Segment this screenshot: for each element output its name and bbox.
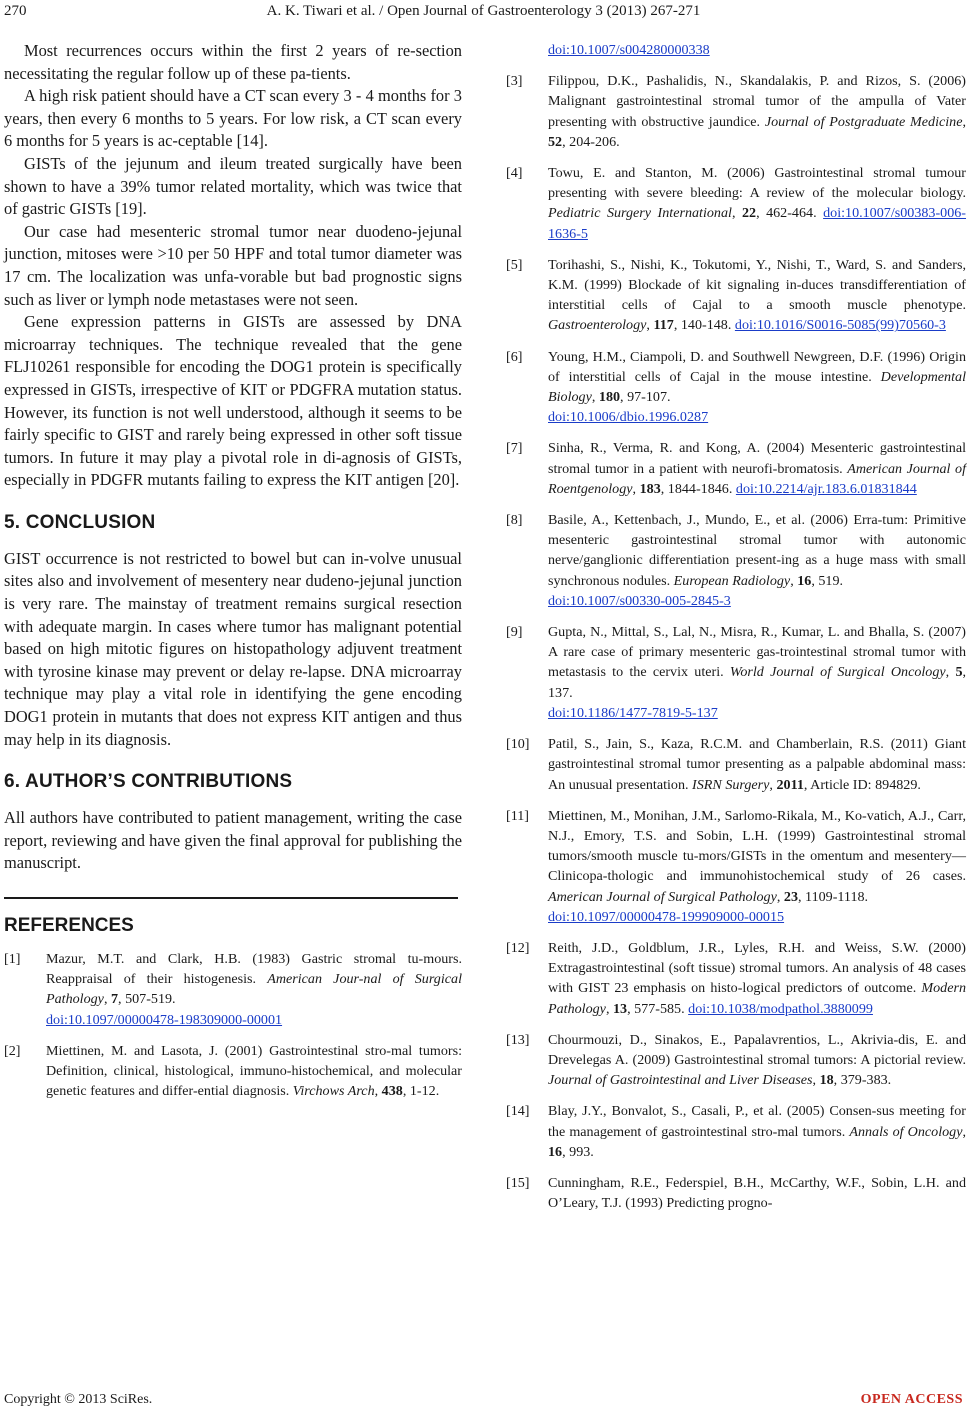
reference-number: [10] xyxy=(506,736,530,753)
reference-text: Torihashi, S., Nishi, K., Tokutomi, Y., Nishi, T., Ward, S. and Sanders, K.M. (1999) Blockade of kit signaling in-duces transdifferentiation of interstitial cells of Cajal to a smooth muscle phenotype. xyxy=(548,256,966,314)
reference-journal: Pediatric Surgery International xyxy=(548,205,732,222)
reference-journal: Gastroenterology xyxy=(548,317,647,334)
reference-pages: , 379-383. xyxy=(833,1072,892,1089)
reference-item: [7] Sinha, R., Verma, R. and Kong, A. (2004) Mesenteric gastrointestinal stromal tumor in a patient with neurofi-bromatosis. American Journal of Roentgenology, 183, 1844-1846. doi:10.2214/ajr.183.6.01831844 xyxy=(506,440,966,497)
reference-volume: 438 xyxy=(381,1083,403,1100)
reference-doi-link[interactable]: doi:10.1038/modpathol.3880099 xyxy=(688,1000,873,1017)
reference-continuation xyxy=(506,40,966,60)
reference-text: Miettinen, M. and Lasota, J. (2001) Gastrointestinal stro-mal tumors: Definition, clinical, histological, immuno-histochemical, and molecular genetic features and differ-ential diagnosis. xyxy=(46,1042,462,1100)
reference-pages: , 577-585. xyxy=(627,1000,689,1017)
reference-pages: , 1109-1118. xyxy=(798,888,869,905)
reference-pages: , 204-206. xyxy=(562,133,620,150)
page-number: 270 xyxy=(4,3,27,19)
reference-item: [13] Chourmouzi, D., Sinakos, E., Papalavrentios, L., Akrivia-dis, E. and Drevelegas A. (2009) Gastrointestinal stromal tumors: A pictorial review. Journal of Gastrointestinal and Liver Diseases, 18, 379-383. xyxy=(506,1031,966,1089)
reference-pages: , 462-464. xyxy=(756,205,824,222)
reference-journal: Modern Pathology xyxy=(548,980,966,1017)
copyright-notice: Copyright © 2013 SciRes. xyxy=(4,1392,153,1407)
reference-text: Reith, J.D., Goldblum, J.R., Lyles, R.H. and Weiss, S.W. (2000) Extragastrointestinal (soft tissue) stromal tumors. An analysis of 48 cases with GIST 23 emphasis on histo-logical predictors of outcome. xyxy=(548,939,966,997)
reference-number: [8] xyxy=(506,512,523,529)
reference-item: [6] Young, H.M., Ciampoli, D. and Southwell Newgreen, D.F. (1996) Origin of interstitial cells of Cajal in the mouse intestine. Developmental Biology, 180, 97-107. doi:10.1006/dbio.1996.0287 xyxy=(506,348,966,426)
reference-pages: , 140-148. xyxy=(673,317,735,334)
reference-text: Towu, E. and Stanton, M. (2006) Gastrointestinal stromal tumour presenting with severe bleeding: A review of the molecular biology. xyxy=(548,165,966,202)
reference-doi-link[interactable]: doi:10.1186/1477-7819-5-137 xyxy=(548,704,718,721)
page-header xyxy=(0,0,967,40)
references-list-right xyxy=(506,71,966,1213)
reference-journal: American Jour-nal of Surgical Pathology xyxy=(46,971,462,1008)
reference-volume: 16 xyxy=(548,1143,563,1160)
reference-volume: 5 xyxy=(955,664,963,681)
reference-volume: 22 xyxy=(741,205,757,222)
reference-doi-link[interactable]: doi:10.2214/ajr.183.6.01831844 xyxy=(735,480,917,497)
reference-pages: , 1844-1846. xyxy=(660,480,736,497)
reference-doi-link[interactable]: doi:10.1097/00000478-198309000-00001 xyxy=(46,1011,283,1028)
conclusion-paragraph: GIST occurrence is not restricted to bowel but can in-volve unusual sites also and involvement of mesentery near dudeno-jejunal junction is very rare. The mainstay of treatment remains surgical resection with adequate margin. In cases where tumor has malignant potential based on high mitotic figures on histopathology adjuvent treatment with tyrosine kinase may prevent or delay re-lapse. DNA microarray technique may play a vital role in identifying the gene encoding DOG1 protein in mutants that does not express KIT antigen and thus may help in its diagnosis. xyxy=(4,548,462,749)
reference-doi-link[interactable]: doi:10.1007/s00330-005-2845-3 xyxy=(548,592,731,609)
reference-pages: , Article ID: 894829. xyxy=(803,776,921,793)
reference-text: Chourmouzi, D., Sinakos, E., Papalavrentios, L., Akrivia-dis, E. and Drevelegas A. (2009) Gastrointestinal stromal tumors: A pictorial review. xyxy=(548,1031,966,1068)
reference-item xyxy=(506,1173,966,1213)
reference-number: [1] xyxy=(4,951,21,967)
reference-number: [9] xyxy=(506,624,523,641)
reference-text: Cunningham, R.E., Federspiel, B.H., McCarthy, W.F., Sobin, L.H. and O’Leary, T.J. (1993) Predicting progno- xyxy=(548,1174,966,1212)
reference-journal: ISRN Surgery xyxy=(692,776,770,793)
open-access-label: OPEN ACCESS xyxy=(860,1392,963,1407)
reference-number: [2] xyxy=(4,1042,21,1059)
reference-pages: , 97-107. xyxy=(620,389,671,406)
reference-doi-link[interactable]: doi:10.1007/s004280000338 xyxy=(548,42,710,58)
reference-pages: , 137. xyxy=(548,664,967,701)
reference-journal: Journal of Gastrointestinal and Liver Diseases xyxy=(548,1072,813,1089)
reference-text: Young, H.M., Ciampoli, D. and Southwell Newgreen, D.F. (1996) Origin of interstitial cells of Cajal in the mouse intestine. xyxy=(548,348,966,385)
reference-doi-link[interactable]: doi:10.1007/s00383-006-1636-5 xyxy=(548,205,966,242)
body-paragraph: Our case had mesenteric stromal tumor near duodeno-jejunal junction, mitoses were >10 per 50 HPF and total tumor diameter was 17 cm. The localization was unfa-vorable but bad prognostic signs such as liver or lymph node metastases were not seen. xyxy=(4,221,462,309)
reference-text: Sinha, R., Verma, R. and Kong, A. (2004) Mesenteric gastrointestinal stromal tumor in a patient with neurofi-bromatosis. xyxy=(548,440,966,477)
reference-item: [9] Gupta, N., Mittal, S., Lal, N., Misra, R., Kumar, L. and Bhalla, S. (2007) A rare case of primary mesenteric gas-trointestinal stromal tumor with metastasis to the cervix uteri. World Journal of Surgical Oncology, 5, 137. doi:10.1186/1477-7819-5-137 xyxy=(506,624,967,721)
reference-number: [11] xyxy=(506,807,529,824)
reference-number: [7] xyxy=(506,440,523,457)
reference-number: [12] xyxy=(506,939,530,956)
reference-doi-link[interactable]: doi:10.1097/00000478-199909000-00015 xyxy=(548,908,785,925)
reference-text: Blay, J.Y., Bonvalot, S., Casali, P., et al. (2005) Consen-sus meeting for the management of gastrointestinal stro-mal tumors. xyxy=(548,1103,966,1140)
reference-text: Filippou, D.K., Pashalidis, N., Skandalakis, P. and Rizos, S. (2006) Malignant gastrointestinal stromal tumor of the ampulla of Vater presenting with obstructive jaundice. xyxy=(548,73,966,130)
reference-item: [12] Reith, J.D., Goldblum, J.R., Lyles, R.H. and Weiss, S.W. (2000) Extragastrointestinal (soft tissue) stromal tumors. An analysis of 48 cases with GIST 23 emphasis on histo-logical predictors of outcome. Modern Pathology, 13, 577-585. doi:10.1038/modpathol.3880099 xyxy=(506,939,966,1017)
reference-item: [5] Torihashi, S., Nishi, K., Tokutomi, Y., Nishi, T., Ward, S. and Sanders, K.M. (1999) Blockade of kit signaling in-duces transdifferentiation of interstitial cells of Cajal to a smooth muscle phenotype. Gastroenterology, 117, 140-148. doi:10.1016/S0016-5085(99)70560-3 xyxy=(506,256,966,334)
right-column xyxy=(506,40,966,1224)
body-paragraph: A high risk patient should have a CT scan every 3 - 4 months for 3 years, then every 6 months to 5 years. For low risk, a CT scan every 6 months for 5 years is ac-ceptable [14]. xyxy=(4,86,462,151)
reference-pages: , 519. xyxy=(811,572,844,589)
reference-pages: , 1-12. xyxy=(402,1083,440,1100)
reference-text: Patil, S., Jain, S., Kaza, R.C.M. and Chamberlain, R.S. (2011) Giant gastrointestinal stromal tumor presenting as a palpable abdominal mass: An unusual presentation. xyxy=(548,736,966,793)
reference-number: [15] xyxy=(506,1174,530,1191)
reference-text: Basile, A., Kettenbach, J., Mundo, E., et al. (2006) Erra-tum: Primitive mesenteric gastrointestinal stromal tumor with autonomic nerve/ganglionic differentiation present-ing as a huge mass with small synchronous nodules. xyxy=(548,512,966,589)
reference-number: [5] xyxy=(506,256,523,273)
reference-item: [8] Basile, A., Kettenbach, J., Mundo, E., et al. (2006) Erra-tum: Primitive mesenteric gastrointestinal stromal tumor with autonomic nerve/ganglionic differentiation present-ing as a huge mass with small synchronous nodules. European Radiology, 16, 519. doi:10.1007/s00330-005-2845-3 xyxy=(506,512,966,609)
running-title: A. K. Tiwari et al. / Open Journal of Gastroenterology 3 (2013) 267-271 xyxy=(266,3,701,19)
reference-volume: 180 xyxy=(598,389,621,406)
reference-journal: European Radiology xyxy=(673,572,791,589)
reference-item: [4] Towu, E. and Stanton, M. (2006) Gastrointestinal stromal tumour presenting with severe bleeding: A review of the molecular biology. Pediatric Surgery International, 22, 462-464. doi:10.1007/s00383-006-1636-5 xyxy=(506,165,966,242)
reference-item: [3] Filippou, D.K., Pashalidis, N., Skandalakis, P. and Rizos, S. (2006) Malignant gastrointestinal stromal tumor of the ampulla of Vater presenting with obstructive jaundice. Journal of Postgraduate Medicine, 52, 204-206. xyxy=(506,73,966,150)
reference-item: [11] Miettinen, M., Monihan, J.M., Sarlomo-Rikala, M., Ko-vatich, A.J., Carr, N.J., Emory, T.S. and Sobin, L.H. (1999) Gastrointestinal stromal tumors/smooth muscle tu-mors/GISTs in the omentum and mesentery—Clinicopa-thologic and immunohistochemical study of 26 cases. American Journal of Surgical Pathology, 23, 1109-1118. doi:10.1097/00000478-199909000-00015 xyxy=(506,807,966,925)
reference-volume: 2011 xyxy=(776,776,804,793)
reference-number: [4] xyxy=(506,165,523,182)
reference-journal: Virchows Arch xyxy=(292,1083,375,1100)
reference-number: [14] xyxy=(506,1103,530,1120)
reference-item: [10] Patil, S., Jain, S., Kaza, R.C.M. and Chamberlain, R.S. (2011) Giant gastrointestinal stromal tumor presenting as a palpable abdominal mass: An unusual presentation. ISRN Surgery, 2011, Article ID: 894829. xyxy=(506,736,966,793)
reference-pages: , 993. xyxy=(562,1143,594,1160)
reference-journal: Developmental Biology xyxy=(548,368,966,406)
reference-doi-link[interactable]: doi:10.1006/dbio.1996.0287 xyxy=(548,409,709,426)
reference-journal: Annals of Oncology xyxy=(849,1123,963,1140)
reference-volume: 52 xyxy=(548,133,563,150)
reference-volume: 7 xyxy=(110,991,119,1008)
reference-volume: 117 xyxy=(653,317,674,334)
reference-volume: 23 xyxy=(783,888,798,905)
page-footer xyxy=(0,1392,967,1414)
references-divider xyxy=(4,897,458,899)
reference-item: [14] Blay, J.Y., Bonvalot, S., Casali, P., et al. (2005) Consen-sus meeting for the management of gastrointestinal stro-mal tumors. Annals of Oncology, 16, 993. xyxy=(506,1103,967,1160)
reference-journal: American Journal of Surgical Pathology xyxy=(548,888,777,905)
reference-journal: Journal of Postgraduate Medicine xyxy=(764,113,963,130)
left-column xyxy=(4,40,462,1112)
reference-pages: , 507-519. xyxy=(118,991,176,1008)
section-heading-contributions: 6. AUTHOR’S CONTRIBUTIONS xyxy=(4,771,293,793)
reference-doi-link[interactable]: doi:10.1016/S0016-5085(99)70560-3 xyxy=(734,317,946,334)
reference-volume: 18 xyxy=(819,1072,834,1089)
reference-number: [6] xyxy=(506,348,523,365)
body-paragraph: GISTs of the jejunum and ileum treated surgically have been shown to have a 39% tumor related mortality, which was twice that of gastric GISTs [19]. xyxy=(4,153,462,219)
reference-text: Gupta, N., Mittal, S., Lal, N., Misra, R., Kumar, L. and Bhalla, S. (2007) A rare case of primary mesenteric gas-trointestinal stromal tumor with metastasis to the cervix uteri. xyxy=(548,624,966,681)
reference-item: [2] Miettinen, M. and Lasota, J. (2001) Gastrointestinal stro-mal tumors: Definition, clinical, histological, immuno-histochemical, and molecular genetic features and differ-ential diagnosis. Virchows Arch, 438, 1-12. xyxy=(4,1042,462,1100)
body-paragraph: Gene expression patterns in GISTs are assessed by DNA microarray techniques. The technique revealed that the gene FLJ10261 responsible for encoding the DOG1 protein is specifically expressed in GISTs, irrespective of KIT or PDGFRA mutation status. However, its function is not well understood, although it seems to be fairly specific to GIST and rarely being expressed in other soft tissue tumors. In future it may play a pivotal role in di-agnosis of GISTs, especially in PDGFR mutants failing to express the KIT antigen [20]. xyxy=(4,312,462,490)
contributions-paragraph: All authors have contributed to patient management, writing the case report, reviewing and have given the final approval for publishing the manuscript. xyxy=(4,808,462,873)
reference-item: [1] Mazur, M.T. and Clark, H.B. (1983) Gastric stromal tu-mours. Reappraisal of their histogenesis. American Jour-nal of Surgical Pathology, 7, 507-519. doi:10.1097/00000478-198309000-00001 xyxy=(4,951,462,1028)
section-heading-conclusion: 5. CONCLUSION xyxy=(4,511,156,533)
reference-text: Mazur, M.T. and Clark, H.B. (1983) Gastric stromal tu-mours. Reappraisal of their histogenesis. xyxy=(46,951,462,988)
references-heading: REFERENCES xyxy=(4,915,134,936)
reference-number: [13] xyxy=(506,1031,530,1048)
reference-volume: 183 xyxy=(639,480,661,497)
reference-journal: American Journal of Roentgenology xyxy=(548,460,966,497)
reference-volume: 13 xyxy=(612,1000,628,1017)
reference-volume: 16 xyxy=(797,572,812,589)
references-list-left xyxy=(4,949,462,1101)
reference-number: [3] xyxy=(506,73,523,90)
reference-journal: World Journal of Surgical Oncology xyxy=(729,664,946,681)
body-paragraph: Most recurrences occurs within the first 2 years of re-section necessitating the regular follow up of these pa-tients. xyxy=(4,41,462,83)
reference-text: Miettinen, M., Monihan, J.M., Sarlomo-Rikala, M., Ko-vatich, A.J., Carr, N.J., Emory, T.S. and Sobin, L.H. (1999) Gastrointestinal stromal tumors/smooth muscle tu-mors/GISTs in the omentum and mesentery—Clinicopa-thologic and immunohistochemical study of 26 cases. xyxy=(548,807,966,885)
